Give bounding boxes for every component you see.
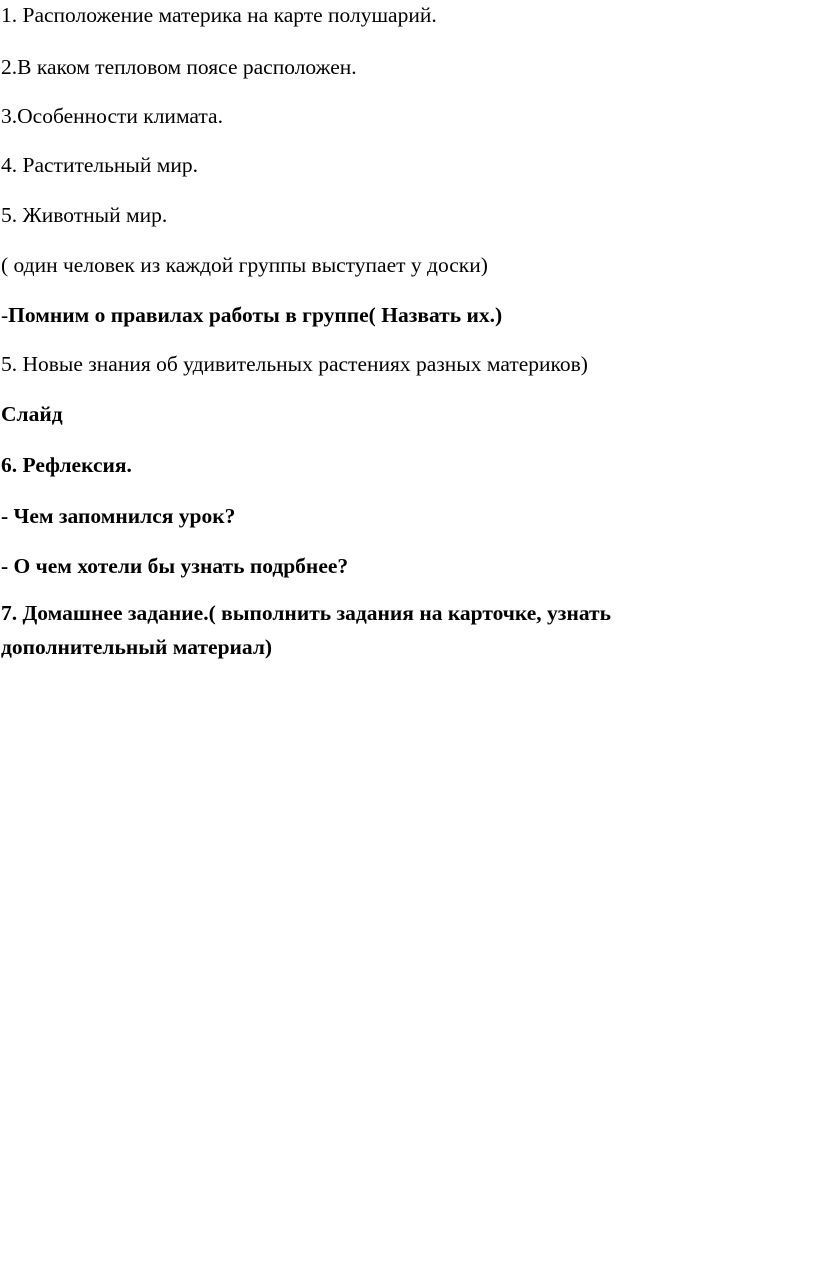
- outline-item-2: 2.В каком тепловом поясе расположен.: [1, 55, 357, 79]
- new-knowledge-line: 5. Новые знания об удивительных растениях разных материков): [1, 352, 588, 376]
- outline-item-5: 5. Животный мир.: [1, 203, 168, 227]
- rules-text: Помним о правилах работы в группе( Назвать их.): [8, 303, 503, 327]
- outline-item-4: 4. Растительный мир.: [1, 153, 198, 177]
- group-note: ( один человек из каждой группы выступает у доски): [1, 253, 488, 277]
- question-memorable: - Чем запомнился урок?: [1, 504, 236, 528]
- reflection-heading: 6. Рефлексия.: [1, 453, 132, 477]
- rules-dash: -: [1, 303, 9, 327]
- group-rules-line: [1, 303, 502, 327]
- outline-item-1: 1. Расположение материка на карте полушарий.: [1, 3, 437, 27]
- slide-heading: Слайд: [1, 402, 63, 426]
- homework-line: 7. Домашнее задание.( выполнить задания на карточке, узнать дополнительный материал): [1, 601, 611, 659]
- question-learn-more: - О чем хотели бы узнать подрбнее?: [1, 554, 349, 578]
- outline-item-3: 3.Особенности климата.: [1, 104, 223, 128]
